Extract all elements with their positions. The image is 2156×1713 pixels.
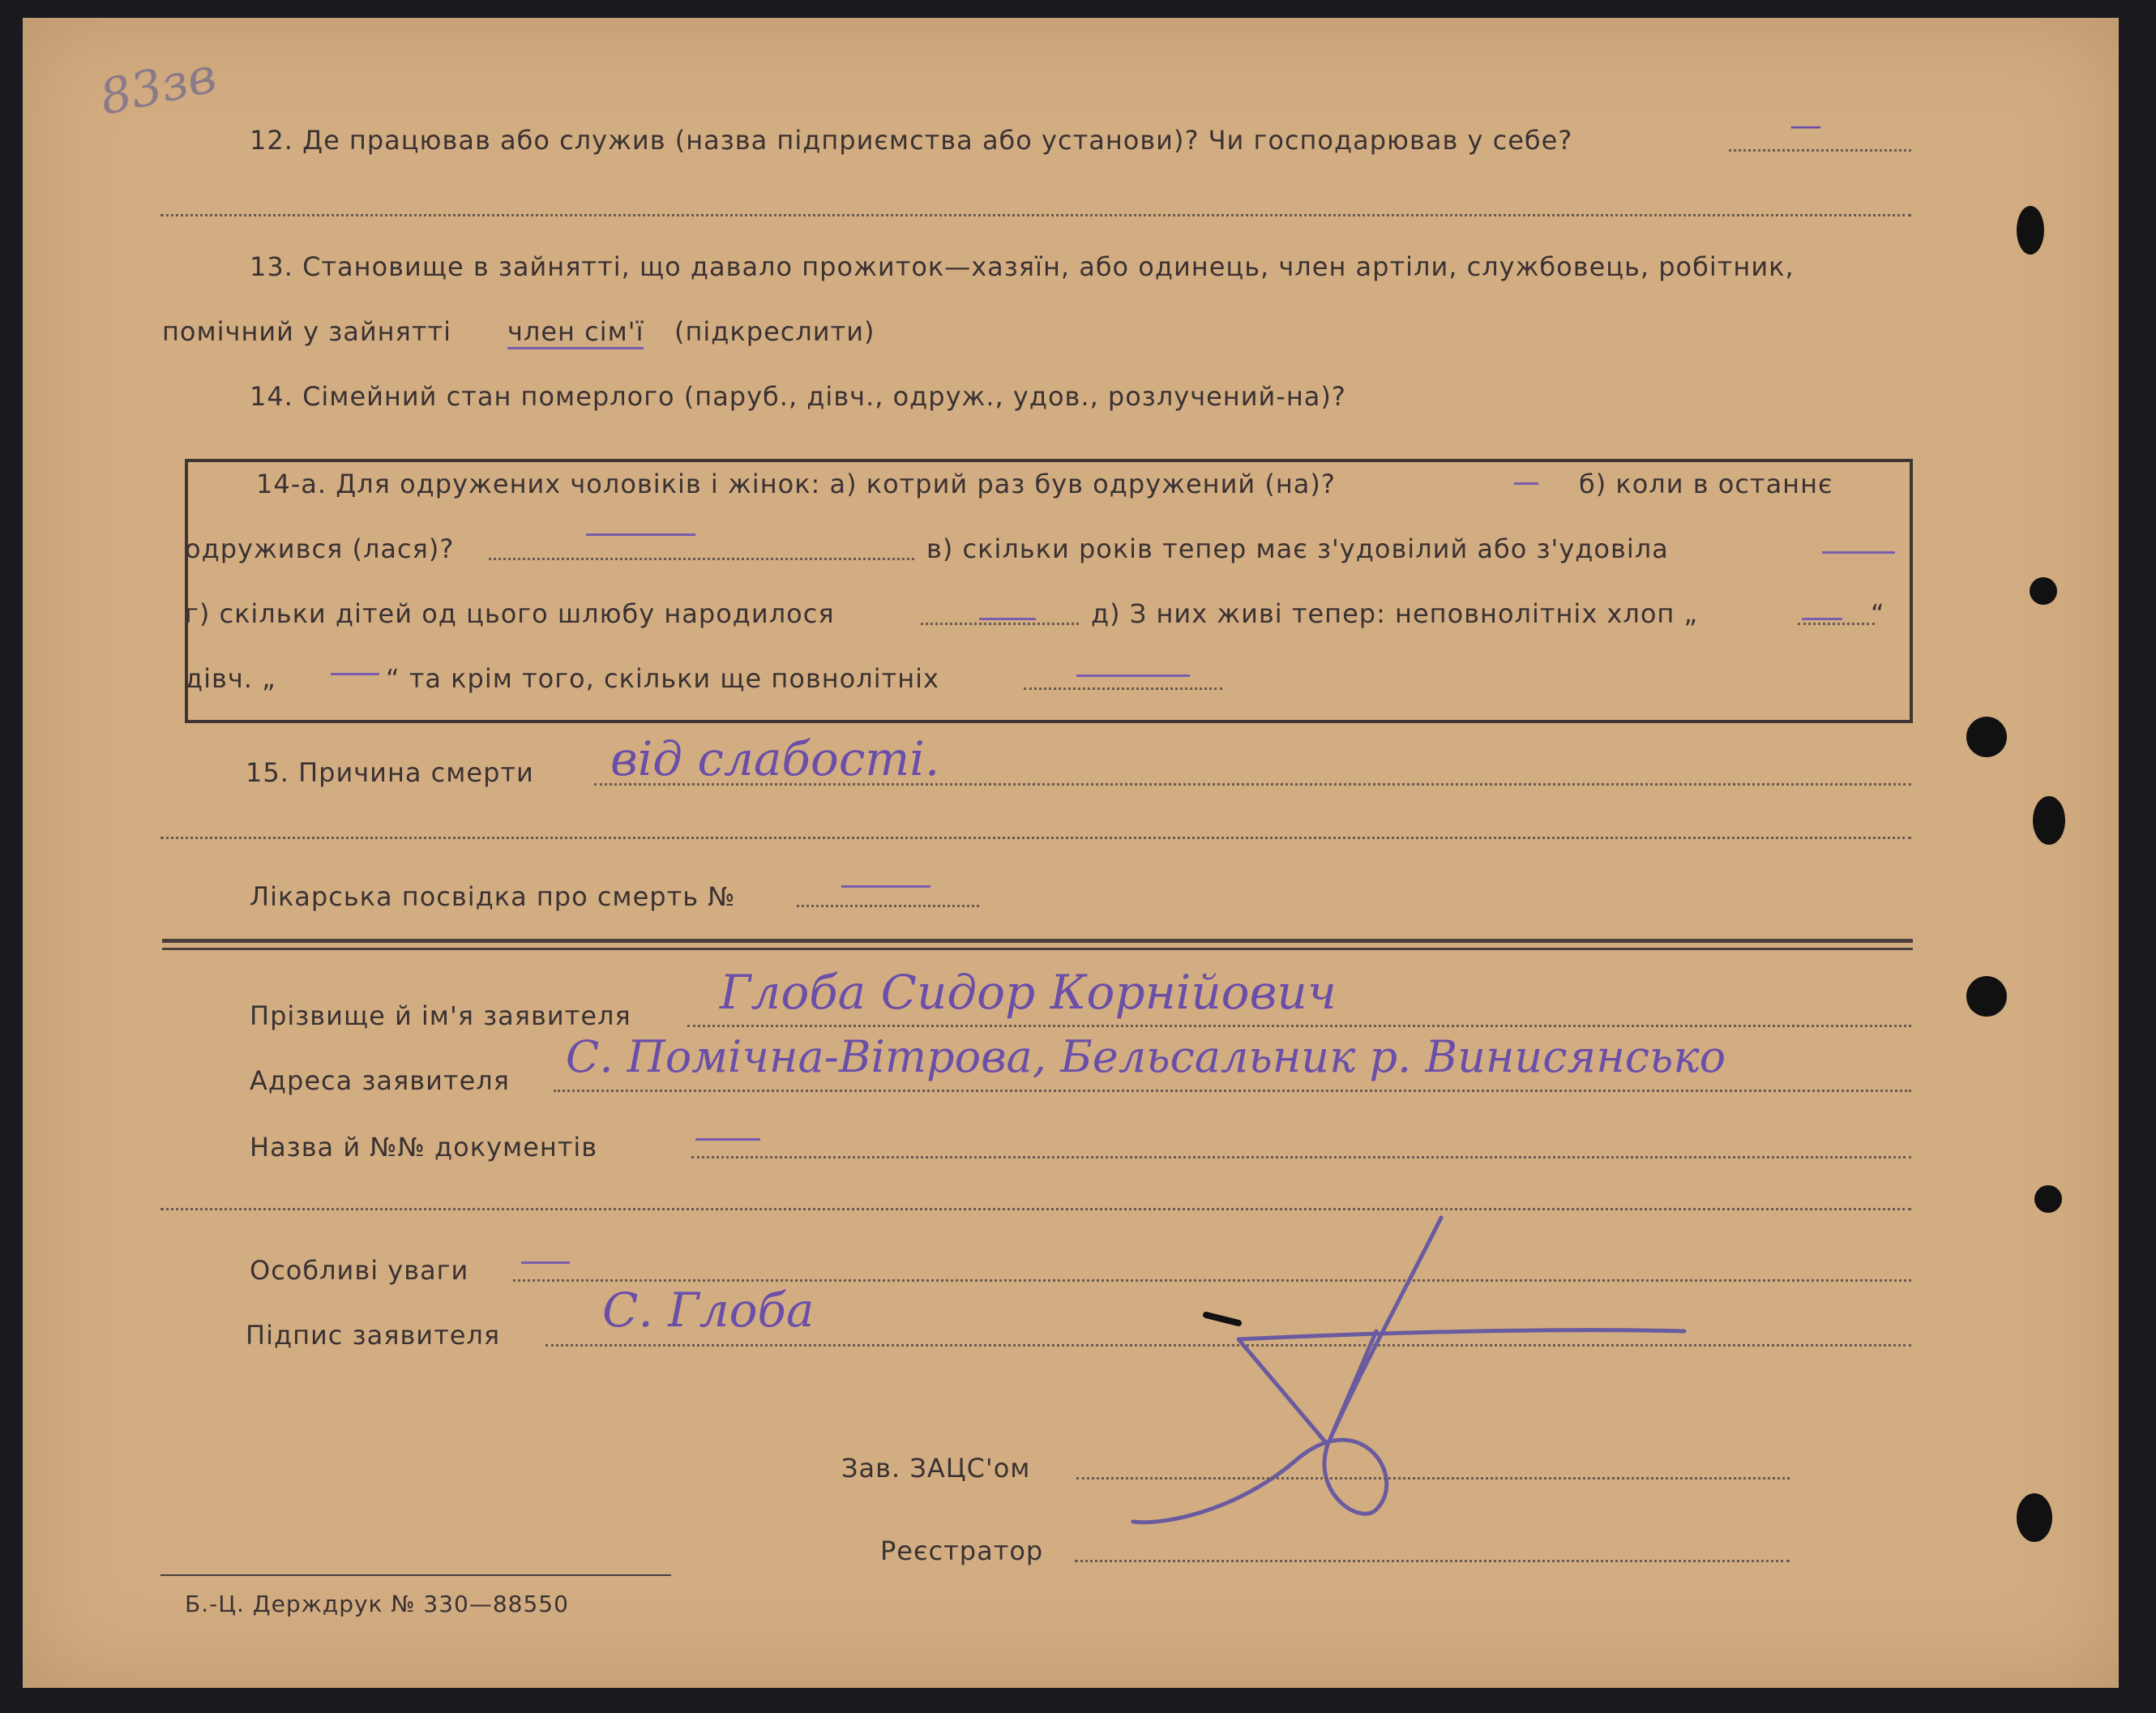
head-dots (1076, 1477, 1790, 1480)
q14a-line4-b: “ та крім того, скільки ще повнолітніх (386, 663, 939, 694)
q12-dots-line2 (160, 214, 1911, 216)
applicant-docs-dash (695, 1138, 760, 1141)
head-label: Зав. ЗАЦС'ом (841, 1453, 1031, 1484)
applicant-notes-label: Особливі уваги (250, 1255, 469, 1286)
q13-label-line2-c: (підкреслити) (674, 316, 875, 347)
q14-label: 14. Сімейний стан померлого (паруб., дівч., одруж., удов., розлучений-на)? (250, 381, 1346, 412)
applicant-address-value: С. Помічна-Вітрова, Бельсальник р. Винисянсько (566, 1031, 1726, 1082)
q14a-d-dash (979, 618, 1036, 620)
q14a-line1-b: б) коли в останнє (1579, 469, 1833, 499)
applicant-address-dots (554, 1090, 1911, 1092)
q14a-line3-b: д) З них живі тепер: неповнолітніх хлоп „ (1091, 598, 1699, 629)
q12-dots (1729, 149, 1911, 152)
q13-label-line1: 13. Становище в зайнятті, що давало прожиток—хазяїн, або одинець, член артіли, службовець, робітник, (250, 251, 1795, 282)
q14a-b-dash (586, 533, 695, 536)
binding-hole (1966, 976, 2007, 1017)
q15-label: 15. Причина смерти (246, 757, 534, 788)
binding-hole (2034, 1185, 2062, 1213)
q14a-e-dots (1798, 623, 1875, 625)
form-sheet (23, 18, 2119, 1688)
applicant-signature-value: С. Глоба (602, 1283, 815, 1338)
q14a-c-dash (1822, 551, 1895, 554)
medical-label: Лікарська посвідка про смерть № (250, 881, 736, 912)
binding-hole (2017, 206, 2044, 255)
binding-hole (2017, 1493, 2052, 1542)
q12-label: 12. Де працював або служив (назва підприємства або установи)? Чи господарював у себе? (250, 125, 1573, 156)
registrar-label: Реєстратор (880, 1535, 1044, 1566)
applicant-signature-label: Підпис заявителя (246, 1320, 501, 1351)
q15-dots-line2 (160, 837, 1911, 839)
binding-hole (2030, 577, 2057, 605)
q14a-line2-b: в) скільки років тепер має з'удовілий або з'удовіла (926, 533, 1669, 564)
q14a-line1: 14-а. Для одружених чоловіків і жінок: а) котрий раз був одружений (на)? (256, 469, 1336, 499)
official-signature (1117, 1201, 1765, 1542)
q14a-line3-a: г) скільки дітей од цього шлюбу народилося (185, 598, 835, 629)
divider-top (162, 939, 1913, 943)
q14a-line4-a: дівч. „ (185, 663, 276, 694)
applicant-name-dots (687, 1025, 1911, 1027)
q14a-b-dots (489, 558, 914, 560)
q13-label-line2-a: помічний у зайнятті (162, 316, 451, 347)
binding-hole (2033, 796, 2065, 845)
applicant-address-label: Адреса заявителя (250, 1065, 510, 1096)
applicant-name-label: Прізвище й ім'я заявителя (250, 1000, 631, 1031)
applicant-name-value: Глоба Сидор Корнійович (720, 965, 1337, 1020)
medical-dash (841, 885, 930, 888)
q14a-g-dots (1024, 687, 1222, 690)
medical-dots (797, 905, 979, 907)
registrar-dots (1075, 1560, 1790, 1562)
q14a-d-dots (921, 623, 1079, 625)
applicant-docs-dots (691, 1156, 1911, 1158)
q12-value: — (1790, 107, 1822, 144)
q14a-f-dash (331, 673, 379, 675)
applicant-docs-label: Назва й №№ документів (250, 1132, 598, 1163)
q13-member-underlined: член сім'ї (507, 316, 644, 349)
applicant-notes-dash (521, 1261, 570, 1264)
margin-mark: 83зв (95, 46, 221, 127)
printer-rule (160, 1574, 671, 1576)
printer-mark: Б.-Ц. Держдрук № 330—88550 (185, 1591, 569, 1617)
q14a-g-dash (1076, 674, 1190, 677)
q14a-line3-c: “ (1871, 598, 1885, 629)
q15-value: від слабості. (610, 731, 940, 786)
q14a-line2-a: одружився (лася)? (185, 533, 455, 564)
divider-bottom (162, 948, 1913, 950)
q14a-a-dash (1514, 482, 1538, 485)
q14a-e-dash (1802, 618, 1842, 620)
binding-hole (1966, 717, 2007, 757)
